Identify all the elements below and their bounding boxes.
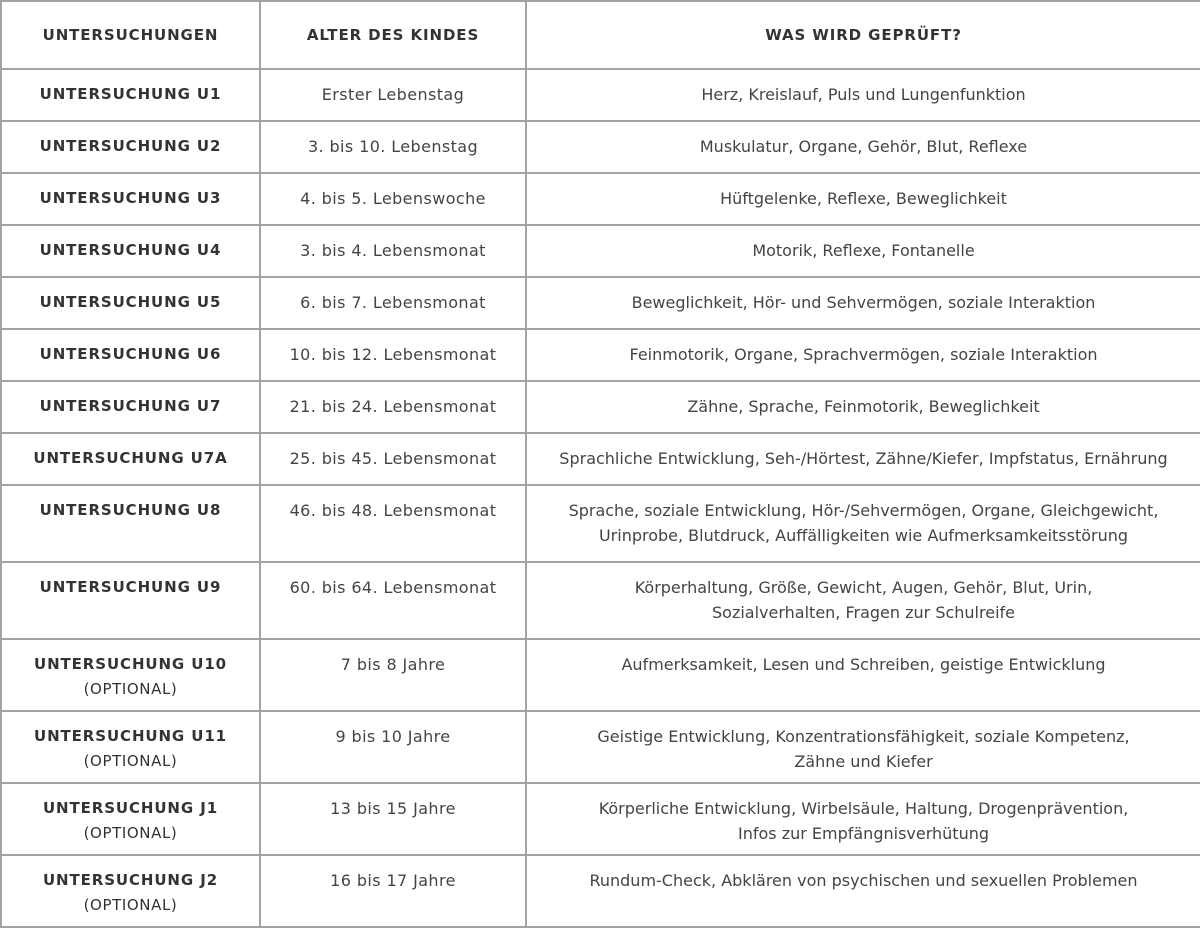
checked-items-cell xyxy=(526,121,1200,173)
examination-name: UNTERSUCHUNG J1 xyxy=(42,799,219,817)
checked-items-cell xyxy=(526,433,1200,485)
table-body xyxy=(1,69,1200,927)
examination-name: UNTERSUCHUNG U5 xyxy=(39,293,222,311)
examination-name: UNTERSUCHUNG U9 xyxy=(39,578,222,596)
child-age-cell: 16 bis 17 Jahre xyxy=(260,855,526,927)
examination-name-cell xyxy=(1,329,260,381)
checked-items-line: Geistige Entwicklung, Konzentrationsfähigkeit, soziale Kompetenz, xyxy=(597,727,1130,746)
checked-items-cell xyxy=(526,485,1200,562)
table-row xyxy=(1,639,1200,711)
checked-items-cell xyxy=(526,711,1200,783)
examination-name: UNTERSUCHUNG U3 xyxy=(39,189,222,207)
table-row xyxy=(1,225,1200,277)
child-age-cell: 7 bis 8 Jahre xyxy=(260,639,526,711)
checked-items-cell xyxy=(526,783,1200,855)
table-row xyxy=(1,711,1200,783)
examination-name-cell xyxy=(1,485,260,562)
child-age-cell: 21. bis 24. Lebensmonat xyxy=(260,381,526,433)
examination-name: UNTERSUCHUNG U7A xyxy=(33,449,228,467)
checked-items-cell xyxy=(526,173,1200,225)
checked-items-cell xyxy=(526,329,1200,381)
table-row xyxy=(1,121,1200,173)
table-row xyxy=(1,173,1200,225)
checked-items-cell xyxy=(526,225,1200,277)
examination-name: UNTERSUCHUNG U10 xyxy=(33,655,228,673)
checked-items-line: Aufmerksamkeit, Lesen und Schreiben, geistige Entwicklung xyxy=(621,655,1106,674)
examination-name: UNTERSUCHUNG U1 xyxy=(39,85,222,103)
table-row xyxy=(1,783,1200,855)
examination-name-cell xyxy=(1,173,260,225)
checked-items-line: Herz, Kreislauf, Puls und Lungenfunktion xyxy=(701,85,1026,104)
child-age-cell: 60. bis 64. Lebensmonat xyxy=(260,562,526,639)
examination-name-cell xyxy=(1,711,260,783)
examination-name: UNTERSUCHUNG U2 xyxy=(39,137,222,155)
child-age-cell: Erster Lebenstag xyxy=(260,69,526,121)
child-age-cell: 46. bis 48. Lebensmonat xyxy=(260,485,526,562)
examination-name-cell xyxy=(1,433,260,485)
child-age-cell: 25. bis 45. Lebensmonat xyxy=(260,433,526,485)
examination-name-cell xyxy=(1,639,260,711)
table-row xyxy=(1,485,1200,562)
table-row xyxy=(1,562,1200,639)
table-row xyxy=(1,433,1200,485)
checked-items-cell xyxy=(526,277,1200,329)
checked-items-line: Infos zur Empfängnisverhütung xyxy=(737,824,989,843)
header-examinations: UNTERSUCHUNGEN xyxy=(1,1,260,69)
checked-items-line: Körperhaltung, Größe, Gewicht, Augen, Gehör, Blut, Urin, xyxy=(634,578,1093,597)
table-row xyxy=(1,277,1200,329)
checked-items-line: Beweglichkeit, Hör- und Sehvermögen, soziale Interaktion xyxy=(631,293,1096,312)
checked-items-cell xyxy=(526,69,1200,121)
header-child-age: ALTER DES KINDES xyxy=(260,1,526,69)
examination-name: UNTERSUCHUNG U11 xyxy=(33,727,228,745)
examination-name-cell xyxy=(1,562,260,639)
checked-items-line: Rundum-Check, Abklären von psychischen und sexuellen Problemen xyxy=(589,871,1138,890)
child-age-cell: 9 bis 10 Jahre xyxy=(260,711,526,783)
checked-items-cell xyxy=(526,381,1200,433)
checked-items-cell xyxy=(526,639,1200,711)
examination-name: UNTERSUCHUNG U7 xyxy=(39,397,222,415)
checked-items-line: Urinprobe, Blutdruck, Auffälligkeiten wie Aufmerksamkeitsstörung xyxy=(598,526,1129,545)
examination-name-cell xyxy=(1,855,260,927)
checked-items-line: Sprache, soziale Entwicklung, Hör-/Sehvermögen, Organe, Gleichgewicht, xyxy=(568,501,1159,520)
examination-name-cell xyxy=(1,121,260,173)
examination-name: UNTERSUCHUNG J2 xyxy=(42,871,219,889)
child-age-cell: 3. bis 4. Lebensmonat xyxy=(260,225,526,277)
examination-name-cell xyxy=(1,225,260,277)
checked-items-line: Zähne und Kiefer xyxy=(794,752,933,771)
child-age-cell: 6. bis 7. Lebensmonat xyxy=(260,277,526,329)
checked-items-line: Körperliche Entwicklung, Wirbelsäule, Haltung, Drogenprävention, xyxy=(598,799,1129,818)
checked-items-line: Sprachliche Entwicklung, Seh-/Hörtest, Zähne/Kiefer, Impfstatus, Ernährung xyxy=(559,449,1168,468)
checked-items-line: Sozialverhalten, Fragen zur Schulreife xyxy=(712,603,1015,622)
checked-items-line: Hüftgelenke, Reflexe, Beweglichkeit xyxy=(720,189,1007,208)
examination-name-cell xyxy=(1,277,260,329)
child-age-cell: 3. bis 10. Lebenstag xyxy=(260,121,526,173)
checked-items-cell xyxy=(526,855,1200,927)
header-what-is-checked: WAS WIRD GEPRÜFT? xyxy=(526,1,1200,69)
examination-name: UNTERSUCHUNG U8 xyxy=(39,501,222,519)
optional-label: (OPTIONAL) xyxy=(83,896,178,914)
examination-name: UNTERSUCHUNG U6 xyxy=(39,345,222,363)
checked-items-line: Muskulatur, Organe, Gehör, Blut, Reflexe xyxy=(699,137,1028,156)
optional-label: (OPTIONAL) xyxy=(83,680,178,698)
table-row xyxy=(1,69,1200,121)
checked-items-line: Motorik, Reflexe, Fontanelle xyxy=(752,241,975,260)
table-row xyxy=(1,381,1200,433)
examination-name-cell xyxy=(1,69,260,121)
child-age-cell: 13 bis 15 Jahre xyxy=(260,783,526,855)
examination-name-cell xyxy=(1,783,260,855)
child-age-cell: 4. bis 5. Lebenswoche xyxy=(260,173,526,225)
checked-items-cell xyxy=(526,562,1200,639)
optional-label: (OPTIONAL) xyxy=(83,824,178,842)
child-age-cell: 10. bis 12. Lebensmonat xyxy=(260,329,526,381)
table-row xyxy=(1,329,1200,381)
optional-label: (OPTIONAL) xyxy=(83,752,178,770)
checked-items-line: Zähne, Sprache, Feinmotorik, Beweglichkeit xyxy=(687,397,1040,416)
table-header-row xyxy=(1,1,1200,69)
examination-name-cell xyxy=(1,381,260,433)
examination-name: UNTERSUCHUNG U4 xyxy=(39,241,222,259)
table-row xyxy=(1,855,1200,927)
checked-items-line: Feinmotorik, Organe, Sprachvermögen, soziale Interaktion xyxy=(629,345,1098,364)
